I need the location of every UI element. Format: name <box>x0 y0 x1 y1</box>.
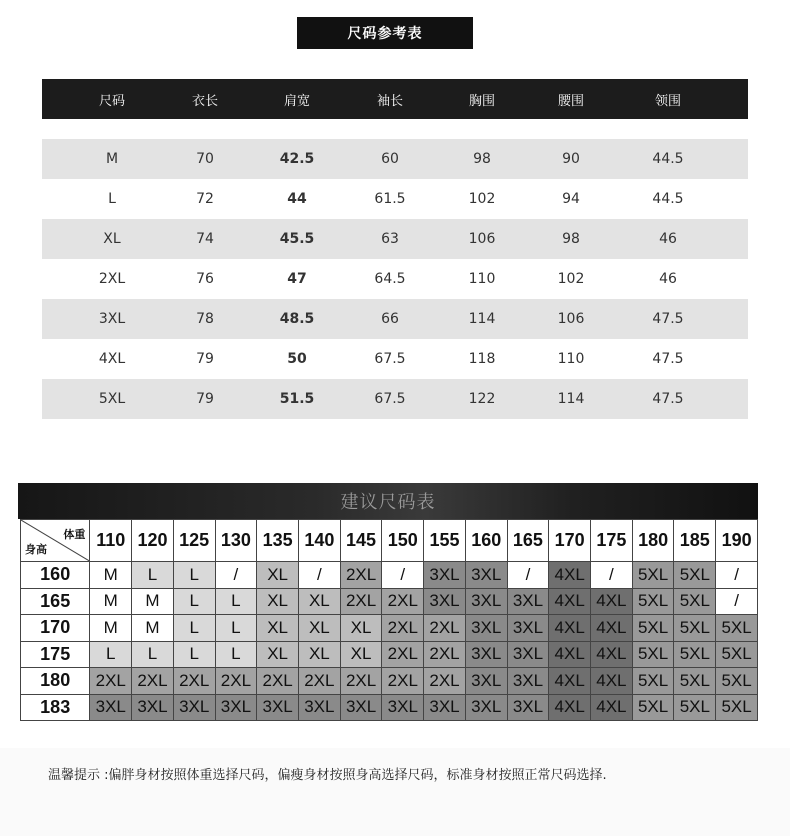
size-header-cell: 肩宽 <box>283 93 311 109</box>
weight-header: 140 <box>298 520 340 562</box>
size-header-cell: 胸围 <box>468 93 496 109</box>
recommended-size-cell: XL <box>298 588 340 615</box>
size-cell: 98 <box>473 151 491 167</box>
recommended-size-cell: 3XL <box>465 694 507 721</box>
recommended-size-cell: 4XL <box>591 615 633 642</box>
recommended-size-cell: L <box>173 562 215 589</box>
recommended-size-cell: 2XL <box>424 641 466 668</box>
recommended-size-cell: 2XL <box>257 668 299 695</box>
size-header-cell: 袖长 <box>376 93 404 109</box>
recommended-size-cell: L <box>132 641 174 668</box>
height-label: 160 <box>21 562 90 589</box>
size-cell: L <box>108 191 116 207</box>
recommended-size-cell: 5XL <box>674 668 716 695</box>
recommended-size-cell: 4XL <box>591 588 633 615</box>
recommended-size-cell: 3XL <box>465 615 507 642</box>
recommendation-row <box>21 641 758 668</box>
size-cell: 110 <box>468 271 496 287</box>
recommended-size-cell: L <box>90 641 132 668</box>
recommended-size-cell: 2XL <box>90 668 132 695</box>
recommended-size-cell: 3XL <box>507 694 549 721</box>
recommended-size-cell: XL <box>257 562 299 589</box>
weight-header: 185 <box>674 520 716 562</box>
size-header-cell: 衣长 <box>191 93 219 109</box>
tip-background <box>0 748 790 836</box>
recommended-size-cell: XL <box>257 615 299 642</box>
size-cell: 67.5 <box>374 351 406 367</box>
recommended-size-cell: 2XL <box>340 588 382 615</box>
recommended-size-cell: 3XL <box>173 694 215 721</box>
size-table-header <box>42 79 748 119</box>
weight-header: 180 <box>632 520 674 562</box>
recommended-size-cell: 3XL <box>132 694 174 721</box>
size-row <box>42 139 748 179</box>
size-cell: 74 <box>196 231 214 247</box>
recommended-size-cell: 3XL <box>90 694 132 721</box>
weight-header: 110 <box>90 520 132 562</box>
size-cell: 94 <box>562 191 580 207</box>
height-label: 175 <box>21 641 90 668</box>
size-cell: 66 <box>381 311 399 327</box>
recommended-size-cell: XL <box>340 615 382 642</box>
size-cell: 114 <box>468 311 496 327</box>
corner-weight-label: 体重 <box>63 529 86 541</box>
size-cell: 44 <box>287 191 307 207</box>
recommended-size-cell: M <box>90 588 132 615</box>
recommended-size-cell: 4XL <box>549 694 591 721</box>
recommended-size-cell: 5XL <box>716 694 758 721</box>
recommended-size-cell: 3XL <box>507 588 549 615</box>
recommended-size-cell: XL <box>257 588 299 615</box>
recommended-size-cell: L <box>173 615 215 642</box>
recommended-size-cell: M <box>132 588 174 615</box>
size-cell: 78 <box>196 311 214 327</box>
size-cell: 114 <box>557 391 585 407</box>
recommended-size-cell: 3XL <box>465 588 507 615</box>
recommended-size-cell: XL <box>298 641 340 668</box>
size-cell: 51.5 <box>279 391 315 407</box>
recommended-size-cell: 3XL <box>465 641 507 668</box>
size-row <box>42 259 748 299</box>
weight-header: 130 <box>215 520 257 562</box>
size-cell: 72 <box>196 191 214 207</box>
recommended-size-cell: 4XL <box>549 562 591 589</box>
size-cell: 44.5 <box>652 151 684 167</box>
size-cell: 110 <box>557 351 585 367</box>
recommended-size-cell: / <box>215 562 257 589</box>
weight-header: 145 <box>340 520 382 562</box>
recommended-size-cell: 5XL <box>716 615 758 642</box>
height-label: 165 <box>21 588 90 615</box>
weight-header: 170 <box>549 520 591 562</box>
size-table-body <box>42 139 748 419</box>
size-header-cell: 腰围 <box>557 93 585 109</box>
recommended-size-cell: 5XL <box>632 588 674 615</box>
corner-height-label: 身高 <box>25 544 47 556</box>
size-row <box>42 219 748 259</box>
height-label: 180 <box>21 668 90 695</box>
size-cell: 61.5 <box>374 191 406 207</box>
weight-header: 155 <box>424 520 466 562</box>
recommended-size-cell: 3XL <box>340 694 382 721</box>
recommended-size-cell: 5XL <box>632 668 674 695</box>
recommended-size-cell: 4XL <box>549 668 591 695</box>
size-header-cell: 尺码 <box>98 93 126 109</box>
recommended-size-cell: 2XL <box>424 615 466 642</box>
size-cell: 79 <box>196 391 214 407</box>
recommended-size-cell: / <box>716 562 758 589</box>
size-row <box>42 379 748 419</box>
recommended-size-cell: XL <box>257 641 299 668</box>
recommended-size-cell: 5XL <box>674 615 716 642</box>
recommended-size-cell: 5XL <box>632 641 674 668</box>
weight-header: 120 <box>132 520 174 562</box>
recommended-size-cell: 3XL <box>465 668 507 695</box>
size-cell: 79 <box>196 351 214 367</box>
size-cell: 122 <box>468 391 496 407</box>
recommended-size-cell: 4XL <box>549 641 591 668</box>
recommended-size-cell: / <box>298 562 340 589</box>
recommended-size-cell: 5XL <box>674 562 716 589</box>
size-header-cell: 领围 <box>654 93 682 109</box>
recommended-size-cell: 2XL <box>382 641 424 668</box>
recommended-size-cell: 2XL <box>298 668 340 695</box>
recommended-size-cell: 4XL <box>591 668 633 695</box>
corner-cell <box>21 520 90 562</box>
recommended-size-cell: / <box>716 588 758 615</box>
size-cell: 44.5 <box>652 191 684 207</box>
recommended-size-cell: 5XL <box>674 588 716 615</box>
recommendation-title: 建议尺码表 <box>18 483 758 519</box>
weight-header: 160 <box>465 520 507 562</box>
height-label: 170 <box>21 615 90 642</box>
recommended-size-cell: / <box>591 562 633 589</box>
size-cell: 70 <box>196 151 214 167</box>
recommended-size-cell: M <box>90 615 132 642</box>
recommended-size-cell: 5XL <box>716 668 758 695</box>
recommended-size-cell: 2XL <box>132 668 174 695</box>
size-row <box>42 339 748 379</box>
size-cell: 76 <box>196 271 214 287</box>
size-cell: 102 <box>557 271 585 287</box>
recommended-size-cell: 4XL <box>549 588 591 615</box>
recommended-size-cell: 5XL <box>716 641 758 668</box>
recommended-size-cell: L <box>173 641 215 668</box>
size-cell: 47.5 <box>652 391 684 407</box>
weight-header: 165 <box>507 520 549 562</box>
size-row <box>42 179 748 219</box>
recommended-size-cell: 5XL <box>632 615 674 642</box>
recommended-size-cell: M <box>90 562 132 589</box>
weight-header: 175 <box>591 520 633 562</box>
recommended-size-cell: 2XL <box>340 668 382 695</box>
recommended-size-cell: / <box>382 562 424 589</box>
size-cell: 118 <box>468 351 496 367</box>
size-cell: 45.5 <box>279 231 315 247</box>
recommended-size-cell: 4XL <box>591 641 633 668</box>
recommended-size-cell: M <box>132 615 174 642</box>
recommended-size-cell: 5XL <box>632 694 674 721</box>
size-chart-title: 尺码参考表 <box>297 17 473 49</box>
size-cell: 60 <box>381 151 399 167</box>
recommended-size-cell: / <box>507 562 549 589</box>
recommendation-row <box>21 694 758 721</box>
size-cell: 63 <box>381 231 399 247</box>
recommended-size-cell: L <box>215 615 257 642</box>
recommended-size-cell: L <box>215 588 257 615</box>
recommended-size-cell: 4XL <box>549 615 591 642</box>
recommended-size-cell: 2XL <box>173 668 215 695</box>
recommendation-grid <box>20 519 758 721</box>
recommended-size-cell: 3XL <box>298 694 340 721</box>
recommendation-row <box>21 668 758 695</box>
weight-header: 125 <box>173 520 215 562</box>
recommended-size-cell: 3XL <box>382 694 424 721</box>
size-cell: 42.5 <box>279 151 315 167</box>
recommended-size-cell: 3XL <box>507 615 549 642</box>
size-cell: M <box>105 151 119 167</box>
size-cell: 64.5 <box>374 271 406 287</box>
size-cell: 46 <box>659 231 677 247</box>
weight-header: 190 <box>716 520 758 562</box>
size-cell: 50 <box>287 351 307 367</box>
size-reference-table <box>42 79 748 407</box>
recommended-size-cell: 3XL <box>424 694 466 721</box>
size-cell: 47 <box>287 271 307 287</box>
recommended-size-cell: 2XL <box>382 668 424 695</box>
recommended-size-cell: 2XL <box>215 668 257 695</box>
recommended-size-cell: 4XL <box>591 694 633 721</box>
weight-header: 135 <box>257 520 299 562</box>
size-cell: 4XL <box>98 351 126 367</box>
size-cell: 3XL <box>98 311 126 327</box>
recommended-size-cell: 3XL <box>215 694 257 721</box>
size-row <box>42 299 748 339</box>
size-cell: 5XL <box>98 391 126 407</box>
size-cell: 102 <box>468 191 496 207</box>
size-cell: 2XL <box>98 271 126 287</box>
recommended-size-cell: L <box>132 562 174 589</box>
size-cell: 47.5 <box>652 311 684 327</box>
recommended-size-cell: 3XL <box>507 641 549 668</box>
recommendation-row <box>21 588 758 615</box>
recommended-size-cell: 2XL <box>382 588 424 615</box>
size-cell: 106 <box>468 231 496 247</box>
recommended-size-cell: 3XL <box>465 562 507 589</box>
recommended-size-cell: 3XL <box>424 562 466 589</box>
size-cell: 67.5 <box>374 391 406 407</box>
size-cell: 48.5 <box>279 311 315 327</box>
recommended-size-cell: 5XL <box>674 694 716 721</box>
size-cell: 46 <box>659 271 677 287</box>
size-cell: 90 <box>562 151 580 167</box>
weight-header: 150 <box>382 520 424 562</box>
recommended-size-cell: 3XL <box>424 588 466 615</box>
recommendation-row <box>21 615 758 642</box>
size-cell: 106 <box>557 311 585 327</box>
recommended-size-cell: L <box>215 641 257 668</box>
recommended-size-cell: L <box>173 588 215 615</box>
size-cell: 98 <box>562 231 580 247</box>
recommended-size-cell: 2XL <box>382 615 424 642</box>
size-cell: 47.5 <box>652 351 684 367</box>
recommended-size-cell: XL <box>298 615 340 642</box>
recommended-size-cell: 3XL <box>507 668 549 695</box>
recommendation-table <box>18 483 758 717</box>
size-tip: 温馨提示 :偏胖身材按照体重选择尺码，偏瘦身材按照身高选择尺码，标准身材按照正常尺码选择. <box>48 768 607 783</box>
recommended-size-cell: 5XL <box>674 641 716 668</box>
recommendation-row <box>21 562 758 589</box>
height-label: 183 <box>21 694 90 721</box>
recommended-size-cell: 3XL <box>257 694 299 721</box>
recommended-size-cell: 2XL <box>424 668 466 695</box>
recommended-size-cell: 2XL <box>340 562 382 589</box>
recommended-size-cell: 5XL <box>632 562 674 589</box>
recommended-size-cell: XL <box>340 641 382 668</box>
size-cell: XL <box>103 231 121 247</box>
